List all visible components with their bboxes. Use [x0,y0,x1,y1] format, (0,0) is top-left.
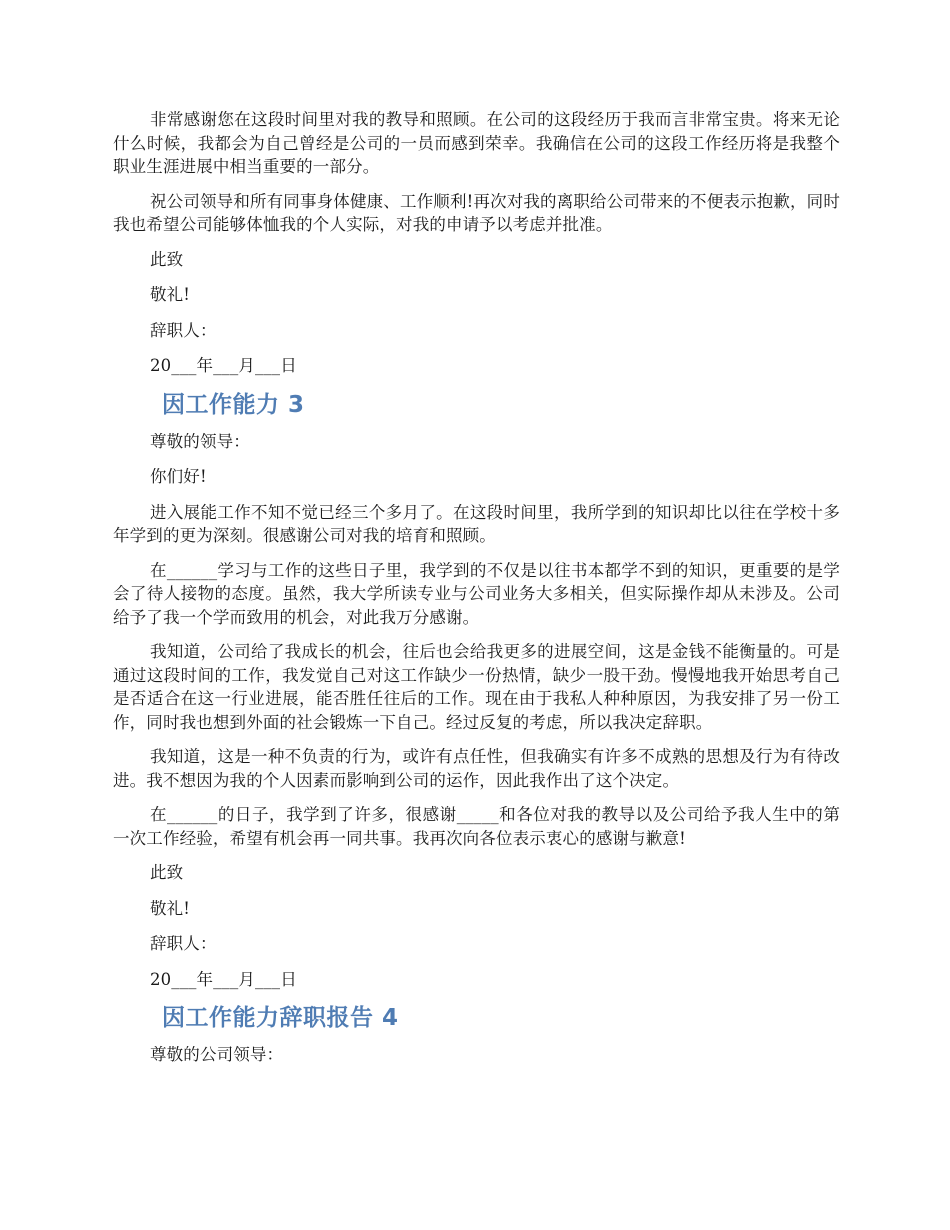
signature-line: 辞职人： [150,934,217,953]
paragraph: 我知道，公司给了我成长的机会，往后也会给我更多的进展空间，这是金钱不能衡量的。可是通过这段时间的工作，我发觉自己对这工作缺少一份热情，缺少一股干劲。慢慢地我开始思考自己是否适合在这一行业进展，能否胜任往后的工作。现在由于我私人种种原因，为我安排了另一份工作，同时我也想到外面的社会锻炼一下自己。经过反复的考虑，所以我决定辞职。 [113,642,840,732]
closing-line: 敬礼! [150,898,191,918]
section-heading: 因工作能力 3 [162,391,305,418]
date-line: 20___年___月___日 [150,969,297,989]
greeting-line: 你们好! [150,467,207,486]
document-page [113,108,840,1079]
signature-line: 辞职人： [150,320,217,340]
closing-line: 此致 [150,249,184,269]
date-line: 20___年___月___日 [150,356,297,375]
paragraph: 在______学习与工作的这些日子里，我学到的不仅是以往书本都学不到的知识，更重要的是学会了待人接物的态度。虽然，我大学所读专业与公司业务大多相关，但实际操作却从未涉及。公司给予了我一个学而致用的机会，对此我万分感谢。 [113,560,840,627]
salutation-line: 尊敬的领导： [150,431,250,451]
paragraph: 进入展能工作不知不觉已经三个多月了。在这段时间里，我所学到的知识却比以往在学校十多年学到的更为深刻。很感谢公司对我的培育和照顾。 [113,502,840,545]
paragraph: 非常感谢您在这段时间里对我的教导和照顾。在公司的这段经历于我而言非常宝贵。将来无论什么时候，我都会为自己曾经是公司的一员而感到荣幸。我确信在公司的这段工作经历将是我整个职业生涯进展中相当重要的一部分。 [113,110,840,176]
closing-line: 此致 [150,863,184,882]
paragraph: 在______的日子，我学到了许多，很感谢_____和各位对我的教导以及公司给予我人生中的第一次工作经验，希望有机会再一同共事。我再次向各位表示衷心的感谢与歉意! [113,805,840,848]
closing-line: 敬礼! [150,285,191,304]
salutation-line: 尊敬的公司领导： [150,1045,284,1064]
paragraph: 我知道，这是一种不负责的行为，或许有点任性，但我确实有许多不成熟的思想及行为有待改进。我不想因为我的个人因素而影响到公司的运作，因此我作出了这个决定。 [113,747,840,790]
paragraph: 祝公司领导和所有同事身体健康、工作顺利!再次对我的离职给公司带来的不便表示抱歉，同时我也希望公司能够体恤我的个人实际，对我的申请予以考虑并批准。 [113,191,840,234]
section-heading: 因工作能力辞职报告 4 [162,1005,399,1031]
